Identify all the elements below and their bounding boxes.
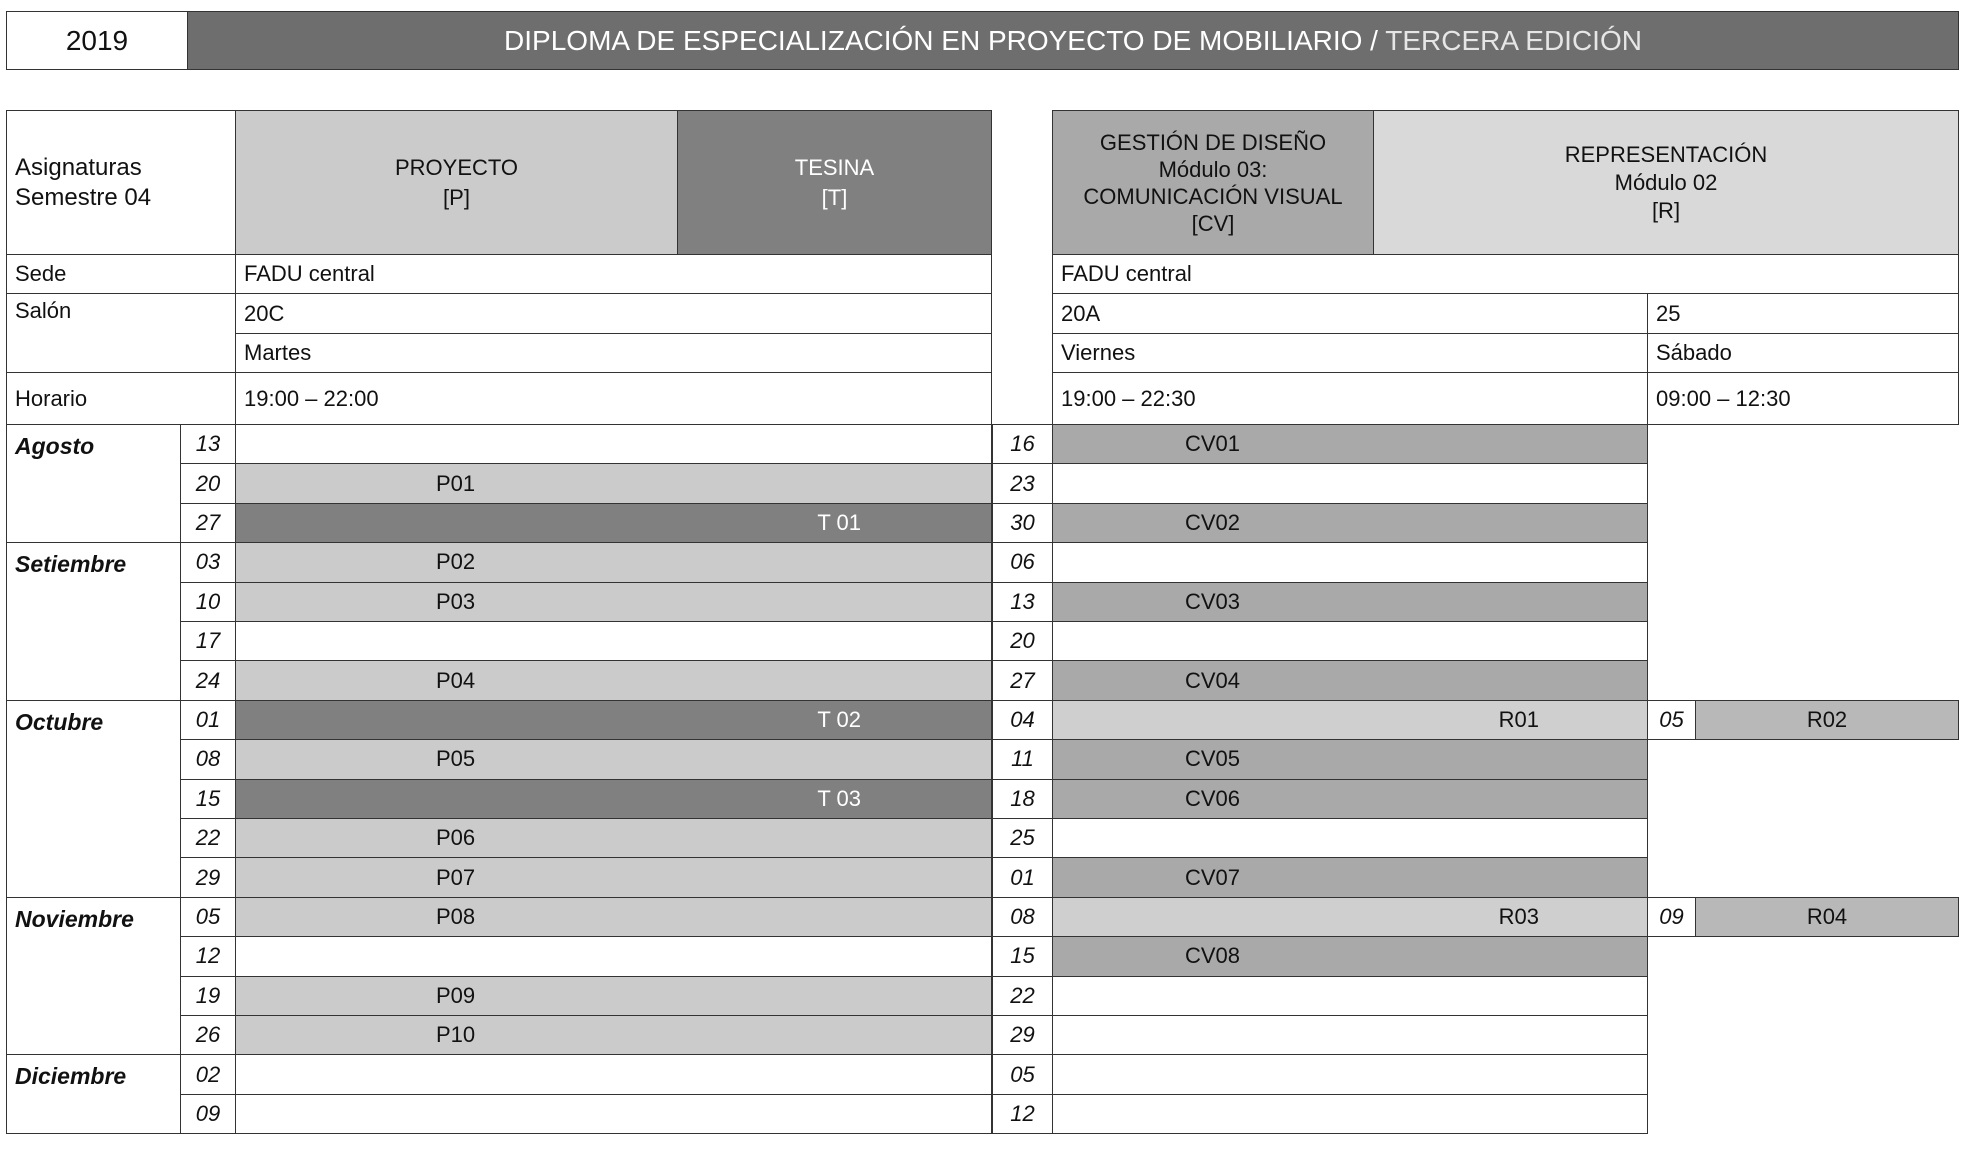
date-right: 20: [992, 621, 1053, 661]
date-left: 12: [180, 936, 236, 976]
proyecto-session: P06: [235, 818, 992, 858]
salon-label: [6, 293, 236, 373]
title-edition: TERCERA EDICIÓN: [1385, 24, 1642, 56]
month-label: Agosto: [6, 424, 181, 543]
date-right: 29: [992, 1015, 1053, 1055]
title-main: DIPLOMA DE ESPECIALIZACIÓN EN PROYECTO DE MOBILIARIO: [504, 24, 1363, 56]
date-right: 25: [992, 818, 1053, 858]
tesina-session: T 01: [235, 503, 992, 543]
proyecto-session: P08: [235, 897, 992, 937]
date-right: 12: [992, 1094, 1053, 1134]
date-right: 23: [992, 463, 1053, 503]
date-right: 05: [992, 1054, 1053, 1094]
proyecto-code: [P]: [443, 184, 470, 210]
date-right: 15: [992, 936, 1053, 976]
tesina-header: [677, 110, 992, 255]
cv-session: CV01: [1052, 424, 1648, 464]
cv-session: CV04: [1052, 660, 1648, 700]
empty-slot-right: [1052, 463, 1648, 503]
date-left: 09: [180, 1094, 236, 1134]
representacion-saturday-session: R02: [1695, 700, 1959, 740]
date-right: 06: [992, 542, 1053, 582]
tesina-session: T 02: [235, 700, 992, 740]
date-left: 03: [180, 542, 236, 582]
salon-value-text: 20C: [244, 300, 285, 326]
tesina-title: TESINA: [794, 154, 875, 180]
cv-session: CV05: [1052, 739, 1648, 779]
date-left: 10: [180, 582, 236, 622]
sede-label-text: Sede: [15, 261, 67, 286]
empty-slot-left: [235, 1054, 992, 1094]
sede-value-right: [1052, 254, 1959, 294]
date-left: 13: [180, 424, 236, 464]
proyecto-header: [235, 110, 678, 255]
day-value-b: [1647, 333, 1959, 373]
saturday-column-border: [1647, 424, 1959, 1134]
day-a-text: Viernes: [1061, 340, 1136, 365]
date-left: 26: [180, 1015, 236, 1055]
empty-slot-right: [1052, 818, 1648, 858]
cv-session: CV06: [1052, 779, 1648, 819]
horario-label: [6, 372, 236, 425]
year-label: [6, 11, 188, 70]
date-left: 27: [180, 503, 236, 543]
date-right: 16: [992, 424, 1053, 464]
gestion-line3: COMUNICACIÓN VISUAL: [1083, 183, 1343, 209]
date-right: 04: [992, 700, 1053, 740]
month-label: Setiembre: [6, 542, 181, 701]
date-left: 08: [180, 739, 236, 779]
date-left: 02: [180, 1054, 236, 1094]
empty-slot-left: [235, 621, 992, 661]
date-right: 22: [992, 976, 1053, 1016]
horario-text: 19:00 – 22:00: [244, 385, 379, 411]
title-separator: /: [1362, 24, 1386, 56]
tesina-code: [T]: [821, 184, 848, 210]
gestion-code: [CV]: [1191, 210, 1235, 236]
empty-slot-left: [235, 936, 992, 976]
date-left: 19: [180, 976, 236, 1016]
month-label: Noviembre: [6, 897, 181, 1056]
cv-session: CV08: [1052, 936, 1648, 976]
gestion-header: [1052, 110, 1374, 255]
empty-slot-right: [1052, 542, 1648, 582]
representacion-saturday-session: R04: [1695, 897, 1959, 937]
salon-b-text: 25: [1656, 300, 1681, 326]
date-right: 18: [992, 779, 1053, 819]
proyecto-session: P01: [235, 463, 992, 503]
gestion-line2: Módulo 03:: [1158, 156, 1268, 182]
date-saturday: 05: [1647, 700, 1696, 740]
subjects-label: [6, 110, 236, 255]
sede-value: [235, 254, 992, 294]
proyecto-session: P09: [235, 976, 992, 1016]
gestion-line1: GESTIÓN DE DISEÑO: [1099, 129, 1327, 155]
horario-value-a: [1052, 372, 1648, 425]
empty-slot-right: [1052, 1094, 1648, 1134]
proyecto-session: P05: [235, 739, 992, 779]
date-left: 24: [180, 660, 236, 700]
horario-value-b: [1647, 372, 1959, 425]
date-left: 29: [180, 857, 236, 897]
salon-value: [235, 293, 992, 334]
tesina-session: T 03: [235, 779, 992, 819]
day-text: Martes: [244, 340, 312, 365]
date-right: 11: [992, 739, 1053, 779]
page-title: [187, 11, 1959, 70]
rep-code: [R]: [1651, 197, 1681, 223]
representacion-session: R03: [1052, 897, 1648, 937]
representacion-session: R01: [1052, 700, 1648, 740]
salon-label-text: Salón: [15, 298, 72, 323]
month-label: Octubre: [6, 700, 181, 898]
rep-line1: REPRESENTACIÓN: [1564, 141, 1768, 167]
representacion-header: [1373, 110, 1959, 255]
salon-value-a: [1052, 293, 1648, 334]
day-value: [235, 333, 992, 373]
horario-a-text: 19:00 – 22:30: [1061, 385, 1196, 411]
date-left: 22: [180, 818, 236, 858]
day-b-text: Sábado: [1656, 340, 1732, 365]
empty-slot-left: [235, 424, 992, 464]
proyecto-session: P03: [235, 582, 992, 622]
empty-slot-right: [1052, 1015, 1648, 1055]
proyecto-session: P02: [235, 542, 992, 582]
date-right: 13: [992, 582, 1053, 622]
horario-value: [235, 372, 992, 425]
empty-slot-right: [1052, 621, 1648, 661]
empty-slot-left: [235, 1094, 992, 1134]
day-value-a: [1052, 333, 1648, 373]
date-left: 01: [180, 700, 236, 740]
proyecto-title: PROYECTO: [394, 154, 519, 180]
cv-session: CV02: [1052, 503, 1648, 543]
semestre-text: Semestre 04: [15, 183, 152, 211]
date-left: 15: [180, 779, 236, 819]
sede-value-text: FADU central: [244, 261, 375, 286]
salon-a-text: 20A: [1061, 300, 1101, 326]
proyecto-session: P04: [235, 660, 992, 700]
cv-session: CV03: [1052, 582, 1648, 622]
date-left: 17: [180, 621, 236, 661]
date-right: 08: [992, 897, 1053, 937]
date-right: 27: [992, 660, 1053, 700]
proyecto-session: P07: [235, 857, 992, 897]
horario-b-text: 09:00 – 12:30: [1656, 385, 1791, 411]
salon-value-b: [1647, 293, 1959, 334]
sede-right-text: FADU central: [1061, 261, 1192, 286]
date-saturday: 09: [1647, 897, 1696, 937]
empty-slot-right: [1052, 1054, 1648, 1094]
date-left: 05: [180, 897, 236, 937]
year-text: 2019: [65, 24, 129, 56]
rep-line2: Módulo 02: [1614, 169, 1718, 195]
proyecto-session: P10: [235, 1015, 992, 1055]
horario-label-text: Horario: [15, 385, 88, 411]
asignaturas-text: Asignaturas: [15, 153, 142, 181]
month-label: Diciembre: [6, 1054, 181, 1134]
date-right: 01: [992, 857, 1053, 897]
sede-label: [6, 254, 236, 294]
cv-session: CV07: [1052, 857, 1648, 897]
empty-slot-right: [1052, 976, 1648, 1016]
date-left: 20: [180, 463, 236, 503]
date-right: 30: [992, 503, 1053, 543]
